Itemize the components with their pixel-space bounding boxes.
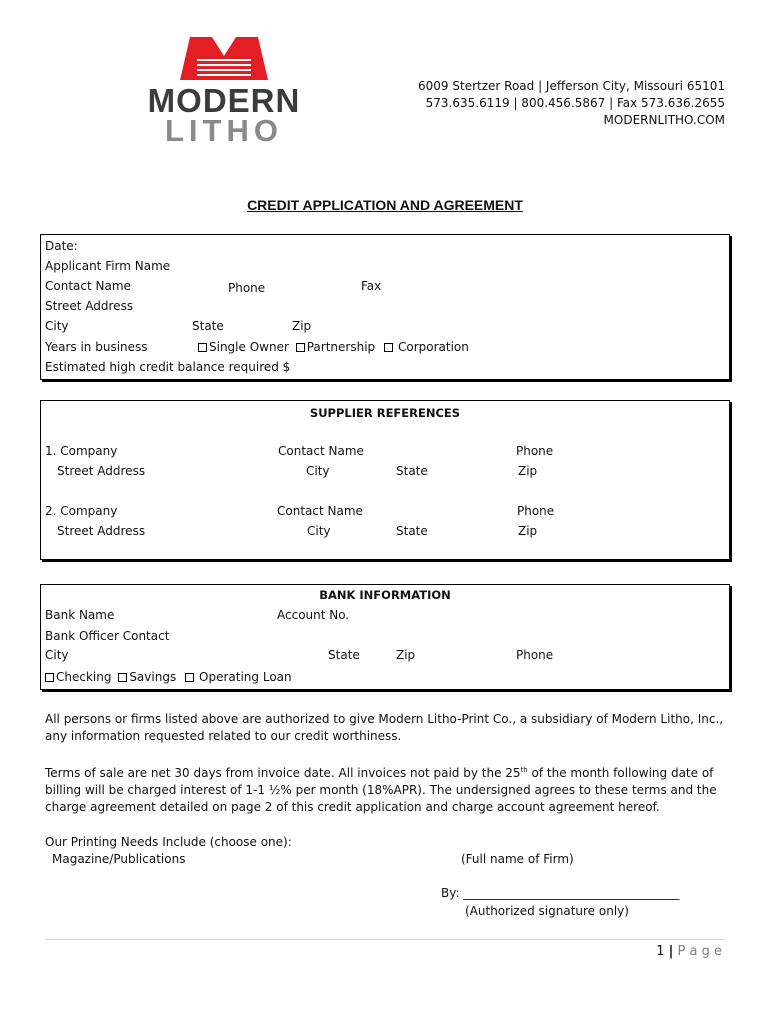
signature-line[interactable]: By: ____________________________________ xyxy=(441,886,680,900)
company-address xyxy=(418,78,725,129)
terms-paragraph xyxy=(45,765,725,816)
full-firm-name-label: (Full name of Firm) xyxy=(461,852,574,866)
supplier-2-zip[interactable]: Zip xyxy=(518,524,538,538)
supplier-2-contact[interactable]: Contact Name xyxy=(277,504,363,518)
account-type-options xyxy=(45,670,292,685)
authorization-paragraph: All persons or firms listed above are authorized to give Modern Litho-Print Co., a subsidiary of Modern Litho, Inc., any information requested related to our credit worthiness. xyxy=(45,712,724,743)
bank-information-heading: BANK INFORMATION xyxy=(319,588,451,602)
page-number: 1 xyxy=(656,944,665,959)
supplier-1-phone[interactable]: Phone xyxy=(516,444,554,458)
page-word: P a g e xyxy=(677,944,722,959)
supplier-references-heading: SUPPLIER REFERENCES xyxy=(309,406,461,420)
corporation-checkbox[interactable] xyxy=(384,343,393,352)
printing-needs-option[interactable]: Magazine/Publications xyxy=(52,852,186,866)
credit-balance-field[interactable]: Estimated high credit balance required $ xyxy=(45,360,291,374)
bank-zip-field[interactable]: Zip xyxy=(396,648,416,662)
logo-word-modern: MODERN xyxy=(147,82,301,119)
page-separator: | xyxy=(668,944,674,959)
corporation-label: Corporation xyxy=(397,340,469,354)
supplier-2-phone[interactable]: Phone xyxy=(517,504,555,518)
single-owner-label: Single Owner xyxy=(209,340,289,354)
firm-name-field[interactable]: Applicant Firm Name xyxy=(45,259,171,273)
footer-divider xyxy=(45,939,725,940)
single-owner-checkbox[interactable] xyxy=(198,343,207,352)
bank-officer-field[interactable]: Bank Officer Contact xyxy=(45,629,170,643)
operating-loan-checkbox[interactable] xyxy=(185,673,194,682)
ownership-options xyxy=(198,340,469,355)
signature-note: (Authorized signature only) xyxy=(465,904,629,918)
years-in-business-field[interactable]: Years in business xyxy=(45,340,148,354)
savings-label: Savings xyxy=(129,670,177,684)
supplier-2-company[interactable]: 2. Company xyxy=(45,504,118,518)
logo-word-litho: LITHO xyxy=(165,113,283,148)
terms-superscript: th xyxy=(520,766,528,774)
date-field[interactable]: Date: xyxy=(45,239,78,253)
bank-city-field[interactable]: City xyxy=(45,648,69,662)
supplier-1-state[interactable]: State xyxy=(396,464,428,478)
state-field[interactable]: State xyxy=(192,319,224,333)
bank-name-field[interactable]: Bank Name xyxy=(45,608,115,622)
supplier-1-street[interactable]: Street Address xyxy=(57,464,146,478)
address-line-2: 573.635.6119 | 800.456.5867 | Fax 573.636.2655 xyxy=(425,96,725,110)
supplier-1-contact[interactable]: Contact Name xyxy=(278,444,364,458)
printing-needs-label: Our Printing Needs Include (choose one): xyxy=(45,835,292,849)
terms-text-part-2: of the month following date of billing will be charged interest of 1-1 ½% per month (18%APR). The undersigned agrees to these terms and the charge agreement detailed on page 2 of this credit application and charge account agreement hereof. xyxy=(45,766,717,814)
supplier-1-company[interactable]: 1. Company xyxy=(45,444,118,458)
supplier-1-city[interactable]: City xyxy=(306,464,330,478)
account-number-field[interactable]: Account No. xyxy=(277,608,350,622)
checking-checkbox[interactable] xyxy=(45,673,54,682)
contact-name-field[interactable]: Contact Name xyxy=(45,279,131,293)
supplier-2-city[interactable]: City xyxy=(307,524,331,538)
phone-field[interactable]: Phone xyxy=(228,281,266,295)
company-logo xyxy=(133,36,315,148)
bank-phone-field[interactable]: Phone xyxy=(516,648,554,662)
savings-checkbox[interactable] xyxy=(118,673,127,682)
partnership-label: Partnership xyxy=(306,340,376,354)
terms-text-part-1: Terms of sale are net 30 days from invoice date. All invoices not paid by the 25 xyxy=(45,766,521,780)
checking-label: Checking xyxy=(56,670,112,684)
address-line-1: 6009 Stertzer Road | Jefferson City, Missouri 65101 xyxy=(418,79,725,93)
supplier-2-street[interactable]: Street Address xyxy=(57,524,146,538)
bank-state-field[interactable]: State xyxy=(328,648,360,662)
operating-loan-label: Operating Loan xyxy=(199,670,292,684)
street-address-field[interactable]: Street Address xyxy=(45,299,134,313)
page-title: CREDIT APPLICATION AND AGREEMENT xyxy=(247,197,523,213)
logo-m-icon xyxy=(133,36,315,82)
zip-field[interactable]: Zip xyxy=(292,319,312,333)
company-website: MODERNLITHO.COM xyxy=(603,113,725,127)
supplier-1-zip[interactable]: Zip xyxy=(518,464,538,478)
supplier-2-state[interactable]: State xyxy=(396,524,428,538)
city-field[interactable]: City xyxy=(45,319,69,333)
partnership-checkbox[interactable] xyxy=(296,343,305,352)
page-footer xyxy=(656,944,722,960)
applicant-section xyxy=(40,234,730,380)
fax-field[interactable]: Fax xyxy=(361,279,382,293)
